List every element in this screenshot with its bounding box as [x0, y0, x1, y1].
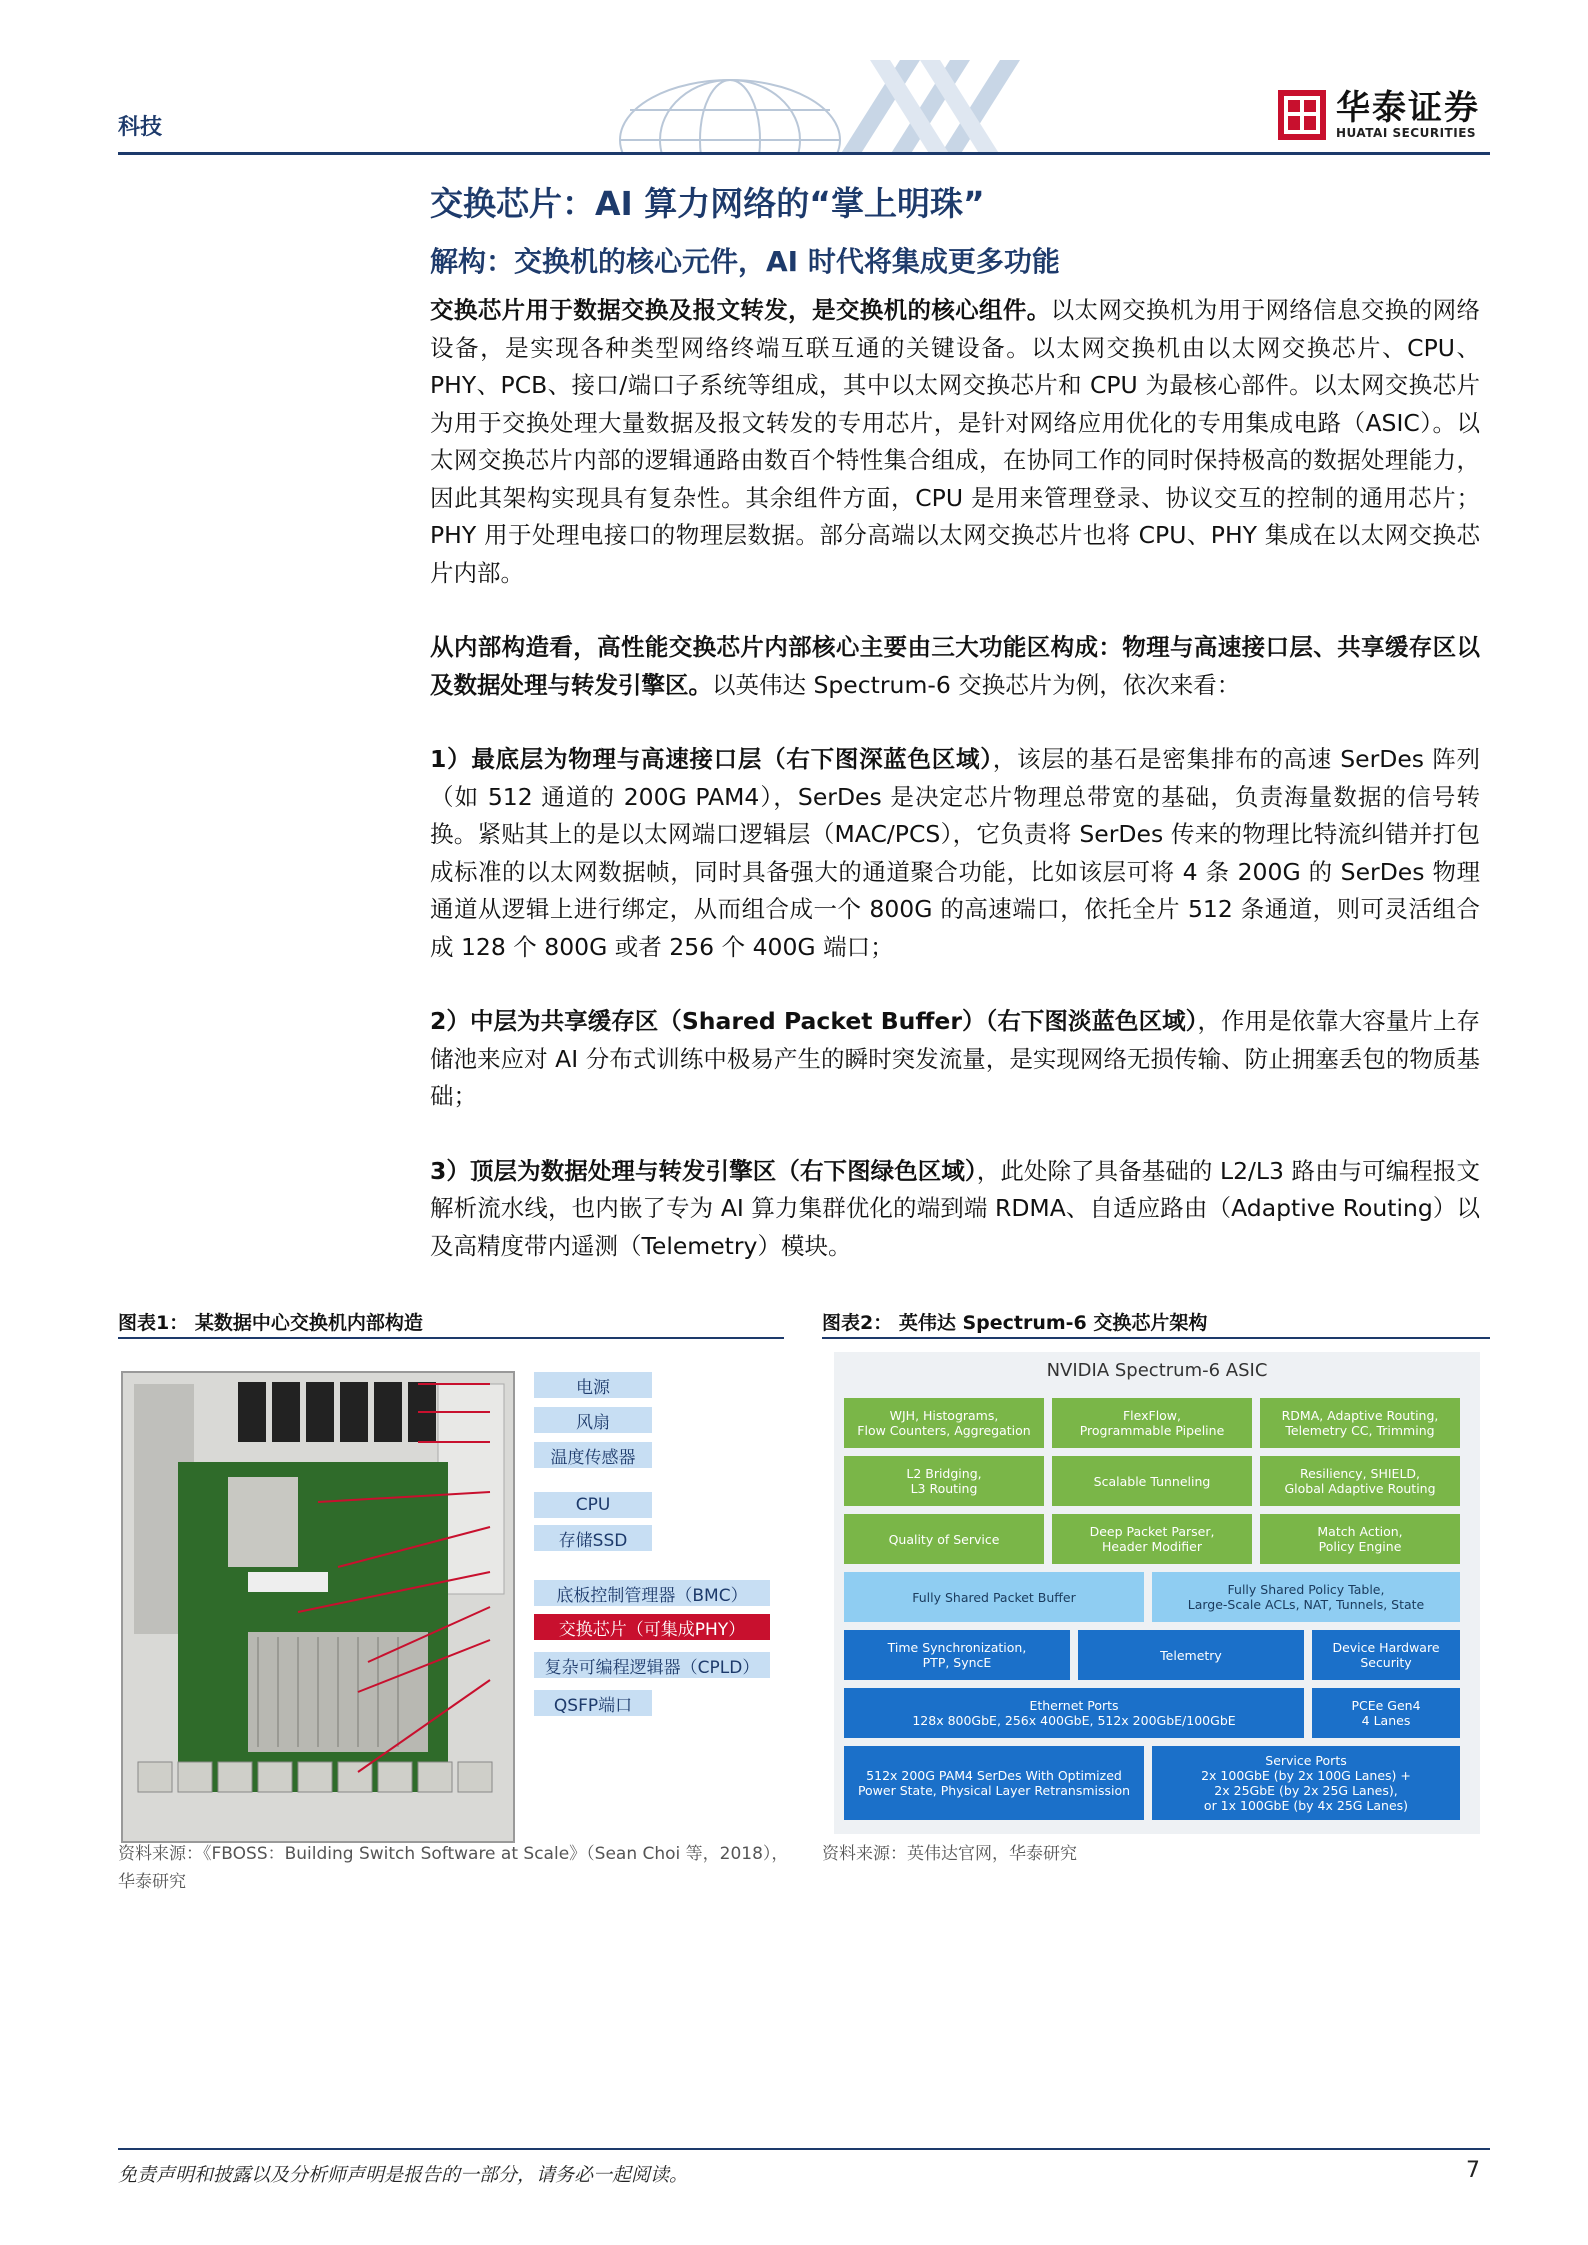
- switch-internal-photo: [118, 1362, 760, 1852]
- paragraph: [430, 629, 1480, 704]
- block-l2-bridging: L2 Bridging, L3 Routing: [844, 1456, 1044, 1506]
- section-title: 交换芯片：AI 算力网络的“掌上明珠”: [430, 184, 985, 223]
- paragraph-rest: ，此处除了具备基础的 L2/L3 路由与可编程报文解析流水线，也内嵌了专为 AI 算力集群优化的端到端 RDMA、自适应路由（Adaptive Routing）以及高精度带内遥测（Telemetry）模块。: [430, 1156, 1480, 1260]
- label-fan: 风扇: [534, 1407, 652, 1433]
- label-ssd: 存储SSD: [534, 1525, 652, 1551]
- paragraph-rest: ，该层的基石是密集排布的高速 SerDes 阵列（如 512 通道的 200G PAM4），SerDes 是决定芯片物理总带宽的基础，负责海量数据的信号转换。紧贴其上的是以太网端口逻辑层（MAC/PCS），它负责将 SerDes 传来的物理比特流纠错并打包成标准的以太网数据帧，同时具备强大的通道聚合功能，比如该层可将 4 条 200G 的 SerDes 物理通道从逻辑上进行绑定，从而组合成一个 800G 的高速端口，依托全片 512 条通道，则可灵活组合成 128 个 800G 或者 256 个 400G 端口；: [430, 745, 1480, 961]
- footer-divider: [118, 2148, 1490, 2150]
- block-match-action: Match Action, Policy Engine: [1260, 1514, 1460, 1564]
- header-divider: [118, 152, 1490, 155]
- block-ethernet-ports: Ethernet Ports 128x 800GbE, 256x 400GbE, 512x 200GbE/100GbE: [844, 1688, 1304, 1738]
- paragraph-lead: 1）最底层为物理与高速接口层（右下图深蓝色区域）: [430, 745, 993, 773]
- paragraph: [430, 1153, 1480, 1266]
- block-qos: Quality of Service: [844, 1514, 1044, 1564]
- paragraph-rest: ，作用是依靠大容量片上存储池来应对 AI 分布式训练中极易产生的瞬时突发流量，是实现网络无损传输、防止拥塞丢包的物质基础；: [430, 1007, 1480, 1110]
- paragraph-lead: 3）顶层为数据处理与转发引擎区（右下图绿色区域）: [430, 1156, 977, 1185]
- block-telemetry: Telemetry: [1078, 1630, 1304, 1680]
- block-packet-parser: Deep Packet Parser, Header Modifier: [1052, 1514, 1252, 1564]
- block-tunneling: Scalable Tunneling: [1052, 1456, 1252, 1506]
- page-number: 7: [1466, 2158, 1480, 2183]
- label-bmc: 底板控制管理器（BMC）: [534, 1580, 770, 1606]
- logo-chinese: 华泰证券: [1336, 88, 1480, 128]
- block-wjh: WJH, Histograms, Flow Counters, Aggregation: [844, 1398, 1044, 1448]
- label-cpu: CPU: [534, 1492, 652, 1518]
- paragraph: [430, 292, 1480, 592]
- block-service-ports: Service Ports 2x 100GbE (by 2x 100G Lanes) + 2x 25GbE (by 2x 25G Lanes), or 1x 100GbE (by 4x 25G Lanes): [1152, 1746, 1460, 1820]
- block-time-sync: Time Synchronization, PTP, SyncE: [844, 1630, 1070, 1680]
- section-subtitle: 解构：交换机的核心元件，AI 时代将集成更多功能: [430, 245, 1060, 278]
- fig2-title: 图表2： 英伟达 Spectrum-6 交换芯片架构: [822, 1312, 1208, 1334]
- switch-photo-illustration: [118, 1362, 518, 1852]
- label-qsfp: QSFP端口: [534, 1690, 652, 1716]
- paragraph-lead: 交换芯片用于数据交换及报文转发，是交换机的核心组件。: [430, 296, 1051, 324]
- paragraph-rest: 以英伟达 Spectrum-6 交换芯片为例，依次来看：: [712, 670, 1241, 699]
- label-temp-sensor: 温度传感器: [534, 1442, 652, 1468]
- huatai-logo: [1278, 90, 1480, 140]
- block-resiliency: Resiliency, SHIELD, Global Adaptive Routing: [1260, 1456, 1460, 1506]
- block-packet-buffer: Fully Shared Packet Buffer: [844, 1572, 1144, 1622]
- fig1-title: 图表1： 某数据中心交换机内部构造: [118, 1312, 423, 1334]
- fig1-title-rule: [118, 1337, 784, 1339]
- paragraph: [430, 1003, 1480, 1116]
- paragraph-rest: 以太网交换机为用于网络信息交换的网络设备，是实现各种类型网络终端互联互通的关键设备。以太网交换机由以太网交换芯片、CPU、PHY、PCB、接口/端口子系统等组成，其中以太网交换芯片和 CPU 为最核心部件。以太网交换芯片为用于交换处理大量数据及报文转发的专用芯片，是针对网络应用优化的专用集成电路（ASIC）。以太网交换芯片内部的逻辑通路由数百个特性集合组成，在协同工作的同时保持极高的数据处理能力，因此其架构实现具有复杂性。其余组件方面，CPU 是用来管理登录、协议交互的控制的通用芯片；PHY 用于处理电接口的物理层数据。部分高端以太网交换芯片也将 CPU、PHY 集成在以太网交换芯片内部。: [430, 296, 1481, 587]
- logo-english: HUATAI SECURITIES: [1336, 126, 1477, 140]
- label-cpld: 复杂可编程逻辑器（CPLD）: [534, 1652, 770, 1678]
- body-text: [430, 292, 1480, 1302]
- label-switch-chip: 交换芯片（可集成PHY）: [534, 1614, 770, 1640]
- block-hw-security: Device Hardware Security: [1312, 1630, 1460, 1680]
- header-decoration: [610, 40, 1050, 155]
- paragraph-lead: 从内部构造看，高性能交换芯片内部核心主要由三大功能区构成：物理与高速接口层、共享缓存区以及数据处理与转发引擎区。: [430, 633, 1480, 699]
- block-flexflow: FlexFlow, Programmable Pipeline: [1052, 1398, 1252, 1448]
- fig1-source-line1: 资料来源：《FBOSS：Building Switch Software at Scale》（Sean Choi 等，2018），: [118, 1844, 789, 1864]
- paragraph-lead: 2）中层为共享缓存区（Shared Packet Buffer）（右下图淡蓝色区域）: [430, 1007, 1198, 1035]
- asic-title: NVIDIA Spectrum-6 ASIC: [1046, 1360, 1268, 1381]
- footer-disclaimer: 免责声明和披露以及分析师声明是报告的一部分，请务必一起阅读。: [118, 2164, 689, 2186]
- fig2-source: 资料来源：英伟达官网，华泰研究: [822, 1844, 1077, 1864]
- block-rdma: RDMA, Adaptive Routing, Telemetry CC, Trimming: [1260, 1398, 1460, 1448]
- label-power: 电源: [534, 1372, 652, 1398]
- fig2-title-rule: [822, 1337, 1490, 1339]
- spectrum6-architecture: [834, 1352, 1480, 1834]
- block-pcie: PCEe Gen4 4 Lanes: [1312, 1688, 1460, 1738]
- block-policy-table: Fully Shared Policy Table, Large-Scale ACLs, NAT, Tunnels, State: [1152, 1572, 1460, 1622]
- fig1-source: [118, 1840, 798, 1896]
- fig1-source-line2: 华泰研究: [118, 1872, 186, 1892]
- paragraph: [430, 741, 1480, 966]
- header-category: 科技: [118, 115, 163, 140]
- block-serdes: 512x 200G PAM4 SerDes With Optimized Power State, Physical Layer Retransmission: [844, 1746, 1144, 1820]
- huatai-logo-icon: [1278, 90, 1326, 140]
